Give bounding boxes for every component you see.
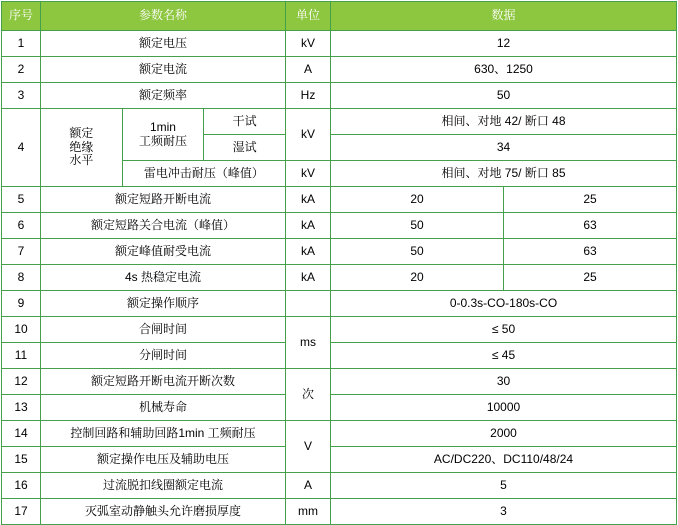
row-name: 额定频率 <box>41 83 286 109</box>
row-data-right: 25 <box>504 187 677 213</box>
header-index: 序号 <box>2 2 41 31</box>
row-name: 额定操作电压及辅助电压 <box>41 447 286 473</box>
header-row <box>2 2 677 31</box>
row-index: 1 <box>2 31 41 57</box>
table-row <box>2 83 677 109</box>
row-data: 5 <box>331 473 677 499</box>
table-row <box>2 369 677 395</box>
table-row <box>2 395 677 421</box>
row-name: 机械寿命 <box>41 395 286 421</box>
row-name: 合闸时间 <box>41 317 286 343</box>
row-data: 12 <box>331 31 677 57</box>
row-data-left: 50 <box>331 213 504 239</box>
row-unit: kV <box>286 31 331 57</box>
insulation-level-label: 额定 绝缘 水平 <box>41 109 123 187</box>
row-index: 5 <box>2 187 41 213</box>
table-row <box>2 447 677 473</box>
row-data-left: 50 <box>331 239 504 265</box>
header-parameter-name: 参数名称 <box>41 2 286 31</box>
table-body <box>2 31 677 525</box>
header-data: 数据 <box>331 2 677 31</box>
specification-table <box>1 1 677 525</box>
row-name: 额定操作顺序 <box>41 291 286 317</box>
row-name: 控制回路和辅助回路1min 工频耐压 <box>41 421 286 447</box>
row-name: 额定电压 <box>41 31 286 57</box>
row-unit-volt: V <box>286 421 331 473</box>
lightning-impulse-label: 雷电冲击耐压（峰值） <box>122 161 285 187</box>
row-index: 2 <box>2 57 41 83</box>
row-data: ≤ 50 <box>331 317 677 343</box>
row-unit: A <box>286 473 331 499</box>
row-data-left: 20 <box>331 187 504 213</box>
row-index: 12 <box>2 369 41 395</box>
row-unit: kA <box>286 213 331 239</box>
table-row <box>2 343 677 369</box>
row-name: 额定电流 <box>41 57 286 83</box>
row-index: 4 <box>2 109 41 187</box>
row-index: 14 <box>2 421 41 447</box>
row-index: 7 <box>2 239 41 265</box>
header-unit: 单位 <box>286 2 331 31</box>
withstand-line2: 工频耐压 <box>138 133 187 148</box>
table-row <box>2 421 677 447</box>
row-index: 17 <box>2 499 41 525</box>
table-row <box>2 239 677 265</box>
wet-test-label: 湿试 <box>204 135 286 161</box>
row-data: 630、1250 <box>331 57 677 83</box>
row-data: 34 <box>331 135 677 161</box>
row-data-left: 20 <box>331 265 504 291</box>
row-index: 15 <box>2 447 41 473</box>
row-unit: kV <box>286 109 331 161</box>
row-data: 相间、对地 42/ 断口 48 <box>331 109 677 135</box>
row-name: 额定短路关合电流（峰值） <box>41 213 286 239</box>
row-name: 灭弧室动静触头允许磨损厚度 <box>41 499 286 525</box>
row-index: 6 <box>2 213 41 239</box>
table-row <box>2 317 677 343</box>
table-header <box>2 2 677 31</box>
row-unit: kV <box>286 161 331 187</box>
table-row <box>2 187 677 213</box>
row-unit-ms: ms <box>286 317 331 369</box>
row-data: AC/DC220、DC110/48/24 <box>331 447 677 473</box>
table-row <box>2 291 677 317</box>
row-name: 额定短路开断电流开断次数 <box>41 369 286 395</box>
row-unit: mm <box>286 499 331 525</box>
table-row <box>2 57 677 83</box>
row-index: 9 <box>2 291 41 317</box>
table-row <box>2 499 677 525</box>
row-data-right: 63 <box>504 239 677 265</box>
row-index: 16 <box>2 473 41 499</box>
row-index: 10 <box>2 317 41 343</box>
row-name: 额定短路开断电流 <box>41 187 286 213</box>
row-unit: kA <box>286 239 331 265</box>
row-name: 额定峰值耐受电流 <box>41 239 286 265</box>
table-row <box>2 473 677 499</box>
withstand-line1: 1min <box>149 119 176 134</box>
row-data: 0-0.3s-CO-180s-CO <box>331 291 677 317</box>
row-unit <box>286 291 331 317</box>
row-unit: A <box>286 57 331 83</box>
row-name: 过流脱扣线圈额定电流 <box>41 473 286 499</box>
table-row <box>2 265 677 291</box>
row-unit: kA <box>286 265 331 291</box>
row-data: ≤ 45 <box>331 343 677 369</box>
row-name: 4s 热稳定电流 <box>41 265 286 291</box>
row-data: 30 <box>331 369 677 395</box>
row-data: 相间、对地 75/ 断口 85 <box>331 161 677 187</box>
row-data-right: 25 <box>504 265 677 291</box>
power-frequency-withstand-label <box>122 109 204 161</box>
table-row <box>2 213 677 239</box>
row-index: 13 <box>2 395 41 421</box>
row-unit: kA <box>286 187 331 213</box>
table-row-insulation-dry <box>2 109 677 135</box>
row-index: 3 <box>2 83 41 109</box>
row-data: 2000 <box>331 421 677 447</box>
row-unit-times: 次 <box>286 369 331 421</box>
row-index: 8 <box>2 265 41 291</box>
row-data: 50 <box>331 83 677 109</box>
row-name: 分闸时间 <box>41 343 286 369</box>
row-unit: Hz <box>286 83 331 109</box>
table-row <box>2 31 677 57</box>
row-index: 11 <box>2 343 41 369</box>
row-data: 10000 <box>331 395 677 421</box>
row-data-right: 63 <box>504 213 677 239</box>
row-data: 3 <box>331 499 677 525</box>
dry-test-label: 干试 <box>204 109 286 135</box>
